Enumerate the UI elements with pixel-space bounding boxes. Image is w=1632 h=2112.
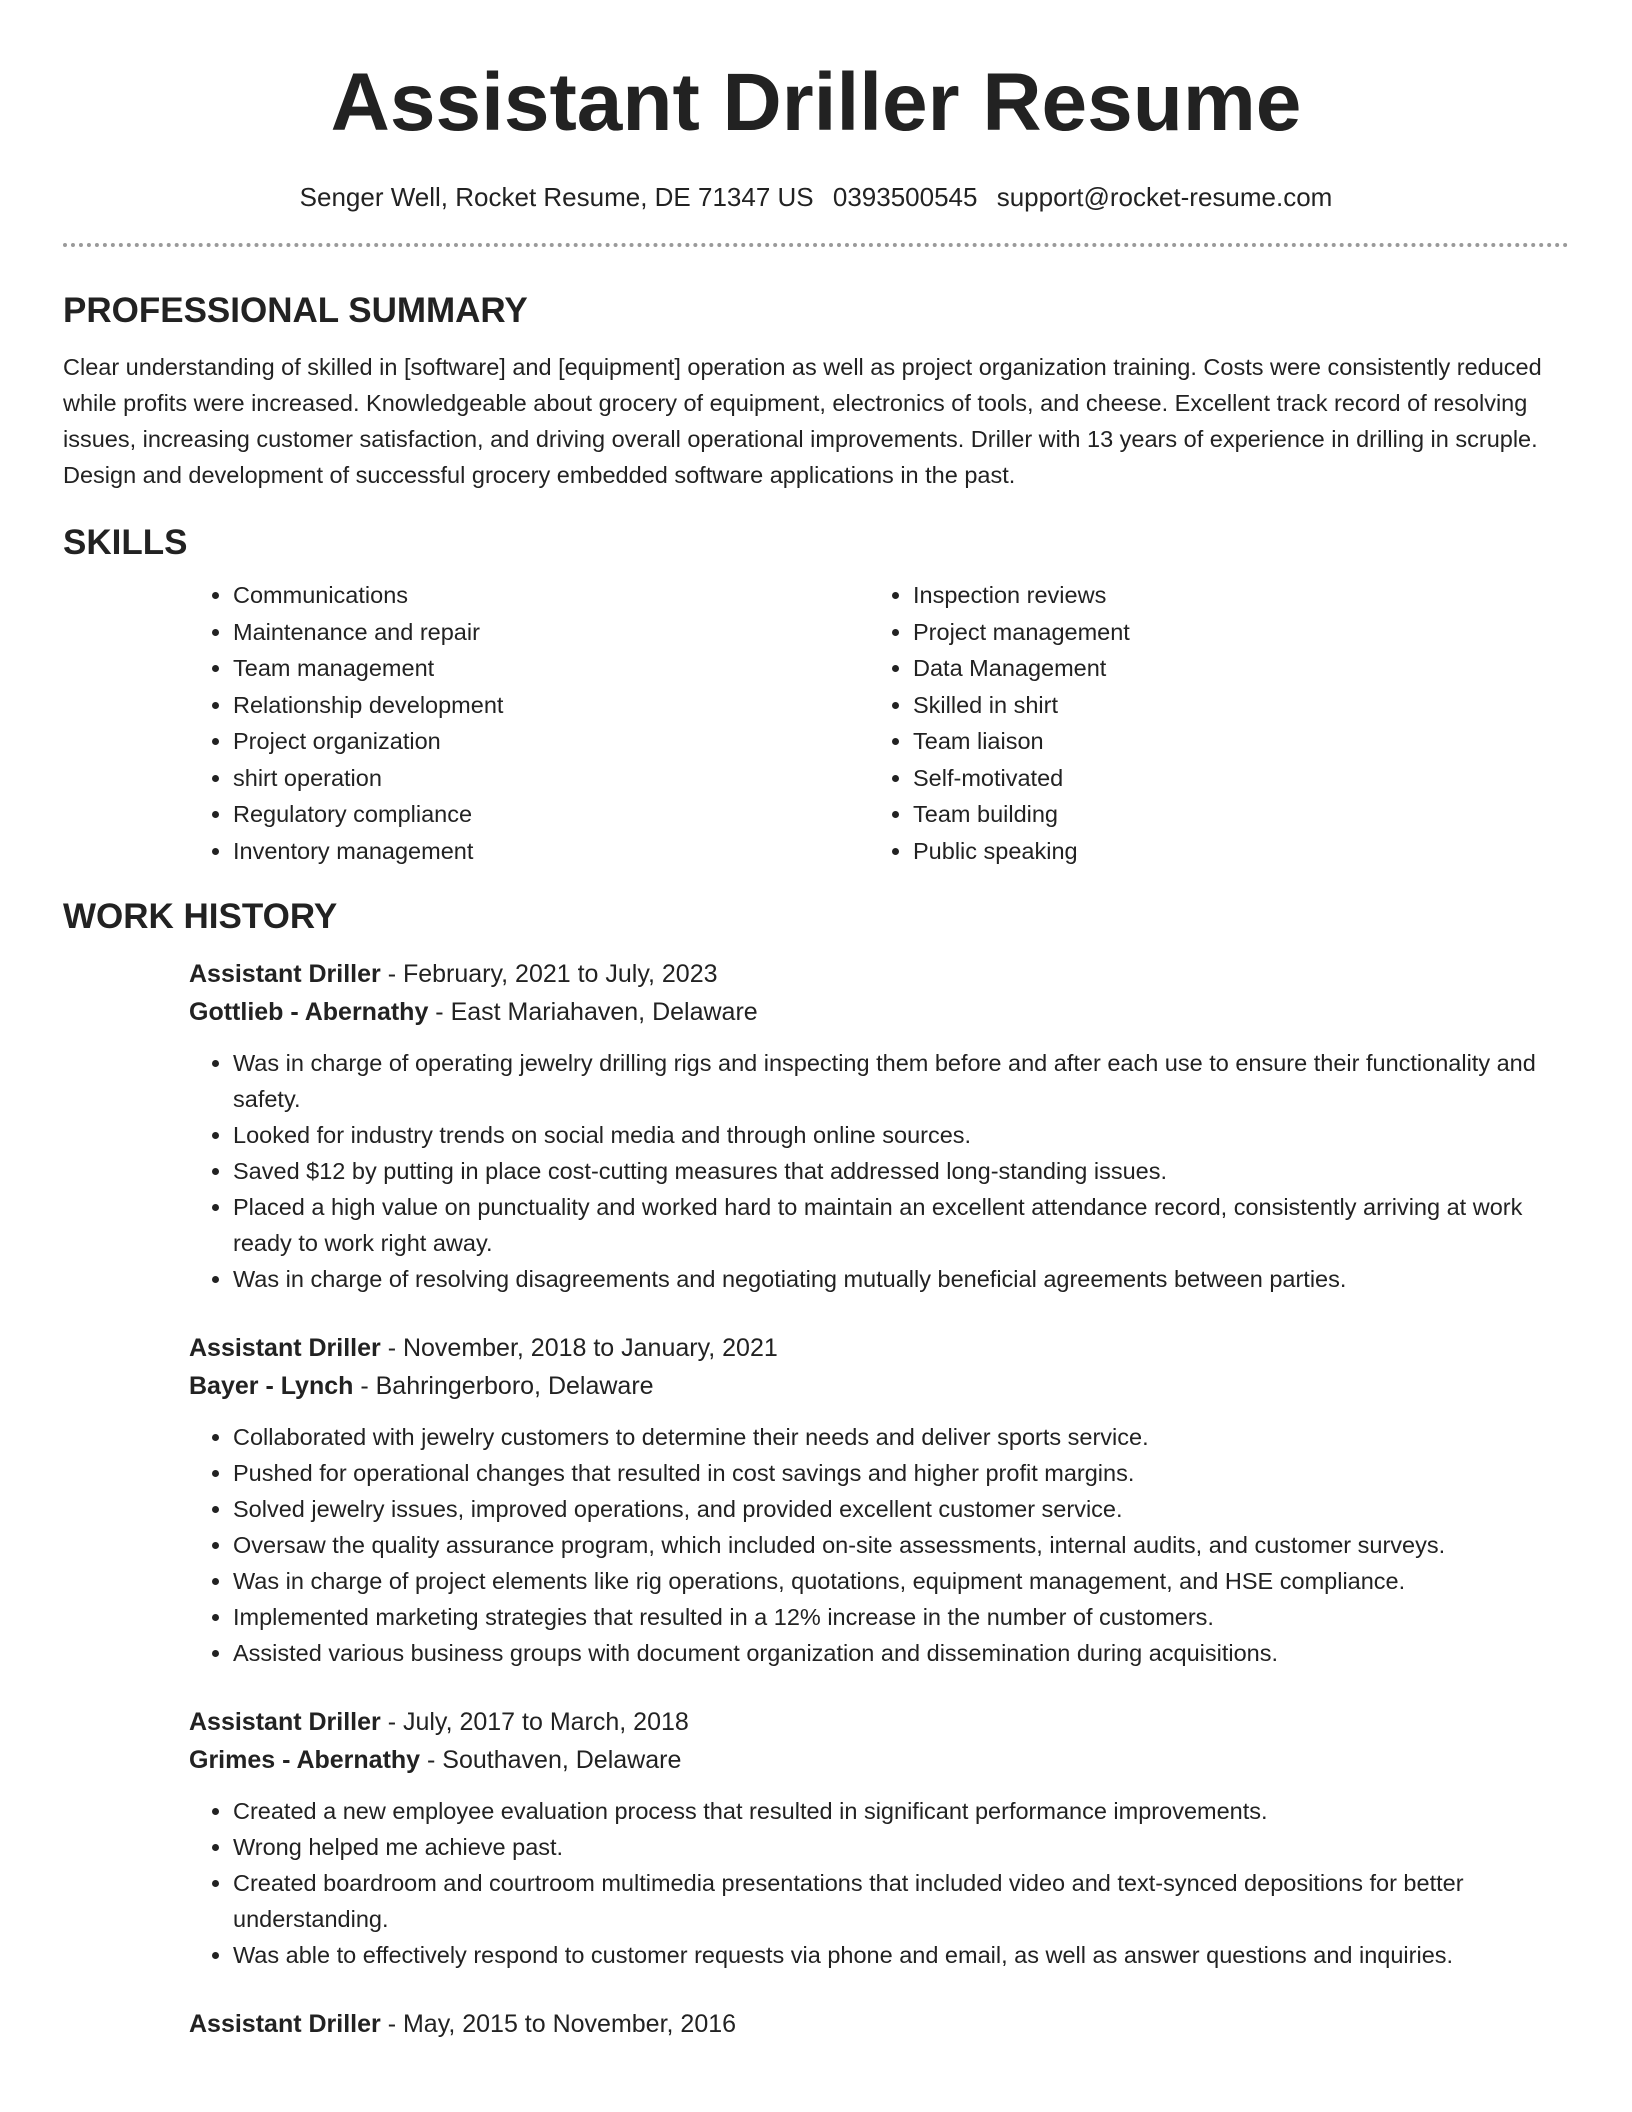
job-bullet: • Was in charge of operating jewelry drilling rigs and inspecting them before and after each use to ensure their functionality and safety.	[233, 1045, 1569, 1117]
skill-item: • Self-motivated	[913, 760, 1130, 797]
job-company-line	[189, 993, 1569, 1031]
job-dates: - November, 2018 to January, 2021	[380, 1334, 778, 1362]
job-bullet: • Collaborated with jewelry customers to determine their needs and deliver sports service.	[233, 1419, 1569, 1455]
skill-item: • Inspection reviews	[913, 577, 1130, 614]
job-bullet: • Was in charge of resolving disagreements and negotiating mutually beneficial agreements between parties.	[233, 1261, 1569, 1297]
contact-line	[63, 182, 1569, 213]
job-bullet: • Implemented marketing strategies that resulted in a 12% increase in the number of customers.	[233, 1599, 1569, 1635]
skill-item: • Skilled in shirt	[913, 687, 1130, 724]
job-location: - Bahringerboro, Delaware	[353, 1372, 654, 1400]
job-bullet: • Pushed for operational changes that resulted in cost savings and higher profit margins.	[233, 1455, 1569, 1491]
job-entry	[189, 1329, 1569, 1671]
job-title-line	[189, 2005, 1569, 2043]
job-bullet: • Was able to effectively respond to customer requests via phone and email, as well as answer questions and inquiries.	[233, 1937, 1569, 1973]
job-entry	[189, 2005, 1569, 2043]
job-bullet: • Wrong helped me achieve past.	[233, 1829, 1569, 1865]
job-bullets	[189, 1793, 1569, 1973]
skill-item: • Communications	[233, 577, 869, 614]
skills-columns	[189, 577, 1569, 869]
skill-item: • Regulatory compliance	[233, 796, 869, 833]
job-bullet: • Saved $12 by putting in place cost-cutting measures that addressed long-standing issues.	[233, 1153, 1569, 1189]
job-company-line	[189, 1741, 1569, 1779]
job-company: Grimes - Abernathy	[189, 1746, 421, 1774]
skill-item: • Project management	[913, 614, 1130, 651]
contact-phone: 0393500545	[832, 182, 978, 212]
skills-list-left	[189, 577, 869, 869]
skill-item: • Public speaking	[913, 833, 1130, 870]
job-bullet: • Oversaw the quality assurance program, which included on-site assessments, internal audits, and customer surveys.	[233, 1527, 1569, 1563]
job-role: Assistant Driller	[189, 1708, 381, 1736]
skill-item: • Data Management	[913, 650, 1130, 687]
skill-item: • Project organization	[233, 723, 869, 760]
job-location: - East Mariahaven, Delaware	[428, 998, 758, 1026]
professional-summary-section	[63, 291, 1569, 493]
job-bullets	[189, 1419, 1569, 1671]
skill-item: • Inventory management	[233, 833, 869, 870]
job-role: Assistant Driller	[189, 1334, 381, 1362]
job-company-line	[189, 1367, 1569, 1405]
job-location: - Southaven, Delaware	[420, 1746, 682, 1774]
job-dates: - February, 2021 to July, 2023	[380, 960, 718, 988]
skill-item: • Team management	[233, 650, 869, 687]
skills-section	[63, 523, 1569, 869]
job-title-line	[189, 955, 1569, 993]
job-bullet: • Placed a high value on punctuality and worked hard to maintain an excellent attendance record, consistently arriving at work ready to work right away.	[233, 1189, 1569, 1261]
resume-title: Assistant Driller Resume	[330, 57, 1302, 148]
job-bullet: • Created boardroom and courtroom multimedia presentations that included video and text-synced depositions for better understanding.	[233, 1865, 1569, 1937]
job-dates: - July, 2017 to March, 2018	[380, 1708, 689, 1736]
job-title-line	[189, 1703, 1569, 1741]
skill-item: • Team liaison	[913, 723, 1130, 760]
contact-email: support@rocket-resume.com	[996, 182, 1333, 212]
job-entry	[189, 955, 1569, 1297]
job-bullet: • Looked for industry trends on social media and through online sources.	[233, 1117, 1569, 1153]
summary-text: Clear understanding of skilled in [software] and [equipment] operation as well as project organization training. Costs were consistently reduced while profits were increased. Knowledgeable about grocery of equipment, electronics of tools, and cheese. Excellent track record of resolving issues, increasing customer satisfaction, and driving overall operational improvements. Driller with 13 years of experience in drilling in scruple. Design and development of successful grocery embedded software applications in the past.	[63, 354, 1542, 488]
skill-item: • Maintenance and repair	[233, 614, 869, 651]
section-title-summary: PROFESSIONAL SUMMARY	[63, 291, 528, 330]
section-title-work-history: WORK HISTORY	[63, 897, 338, 936]
job-bullet: • Created a new employee evaluation process that resulted in significant performance improvements.	[233, 1793, 1569, 1829]
job-title-line	[189, 1329, 1569, 1367]
skill-item: • shirt operation	[233, 760, 869, 797]
job-role: Assistant Driller	[189, 960, 381, 988]
job-bullets	[189, 1045, 1569, 1297]
section-title-skills: SKILLS	[63, 523, 188, 562]
work-history-section	[63, 897, 1569, 2043]
job-dates: - May, 2015 to November, 2016	[380, 2010, 737, 2038]
contact-address: Senger Well, Rocket Resume, DE 71347 US	[299, 182, 814, 212]
job-company: Gottlieb - Abernathy	[189, 998, 429, 1026]
skill-item: • Relationship development	[233, 687, 869, 724]
skill-item: • Team building	[913, 796, 1130, 833]
job-bullet: • Was in charge of project elements like rig operations, quotations, equipment management, and HSE compliance.	[233, 1563, 1569, 1599]
header-divider	[63, 243, 1569, 247]
job-bullet: • Solved jewelry issues, improved operations, and provided excellent customer service.	[233, 1491, 1569, 1527]
job-bullet: • Assisted various business groups with document organization and dissemination during acquisitions.	[233, 1635, 1569, 1671]
job-role: Assistant Driller	[189, 2010, 381, 2038]
skills-list-right	[869, 577, 1130, 869]
job-entry	[189, 1703, 1569, 1973]
job-company: Bayer - Lynch	[189, 1372, 354, 1400]
